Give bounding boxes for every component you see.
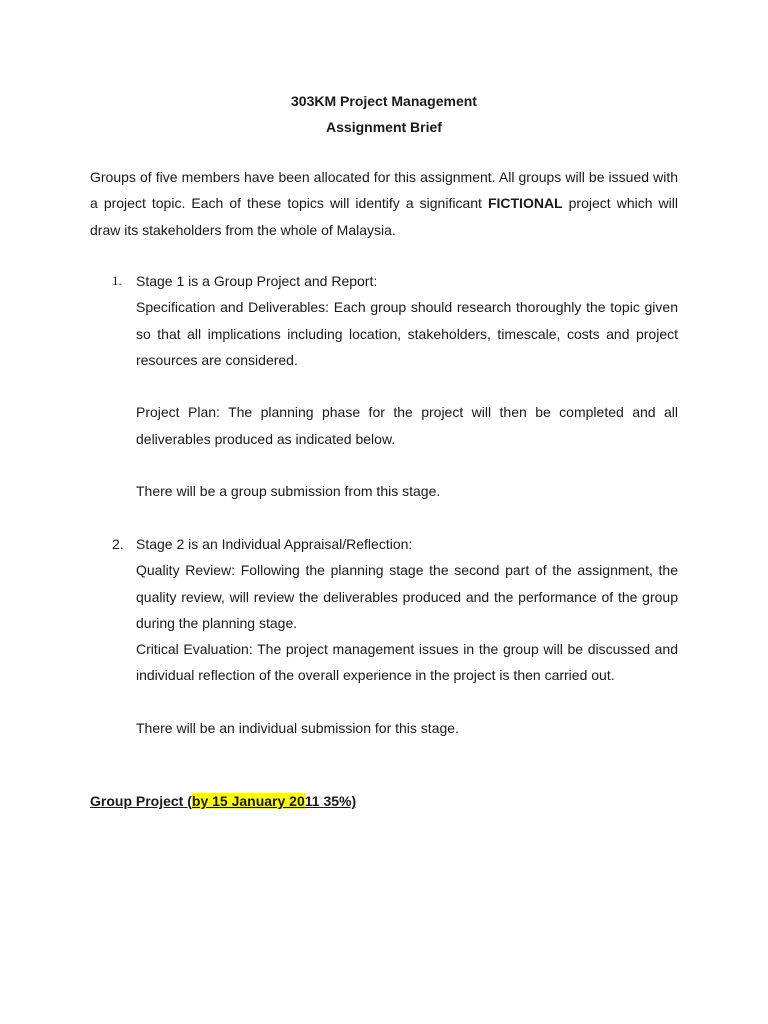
highlighted-deadline: by 15 January 20: [191, 793, 305, 809]
stage-heading: Stage 2 is an Individual Appraisal/Reflection:: [136, 535, 413, 552]
stage-heading: Stage 1 is a Group Project and Report:: [136, 273, 378, 289]
course-title: 303KM Project Management: [291, 93, 477, 109]
spacer: [136, 689, 678, 715]
list-number: 1.: [112, 273, 122, 288]
document-title: [0, 88, 768, 140]
intro-paragraph: [90, 164, 678, 243]
list-item-stage-2: [90, 531, 678, 741]
project-plan-paragraph: Project Plan: The planning phase for the project will then be completed and all deliverables produced as indicated below.: [136, 404, 678, 447]
intro-text-start: Groups of five members have been allocated for this assignment. All groups will be issued with a project topic. Each of these topics will identify a significant: [90, 169, 678, 212]
heading-suffix: 11 35%): [304, 793, 357, 809]
list-number: 2.: [112, 535, 124, 552]
intro-text-end: project which will draw its stakeholders from the whole of Malaysia.: [90, 195, 678, 238]
quality-review-paragraph: Quality Review: Following the planning stage the second part of the assignment, the quality review, will review the deliverables produced and the performance of the group during the planning stage.: [136, 562, 678, 631]
submission-note: There will be an individual submission for this stage.: [136, 720, 459, 737]
spacer: [136, 505, 678, 531]
list-item-stage-1: [90, 268, 678, 531]
stages-list: [90, 268, 678, 741]
specification-paragraph: Specification and Deliverables: Each group should research thoroughly the topic given so that all implications including location, stakeholders, timescale, costs and project resources are considered.: [136, 299, 678, 368]
brief-title: Assignment Brief: [326, 119, 442, 135]
spacer: [136, 373, 678, 399]
intro-emphasis: FICTIONAL: [487, 195, 563, 212]
spacer: [136, 452, 678, 478]
heading-prefix: Group Project (: [90, 793, 192, 809]
critical-evaluation-paragraph: Critical Evaluation: The project management issues in the group will be discussed and individual reflection of the overall experience in the project is then carried out.: [136, 641, 678, 684]
group-project-heading: [90, 788, 356, 814]
submission-note: There will be a group submission from this stage.: [136, 483, 441, 500]
